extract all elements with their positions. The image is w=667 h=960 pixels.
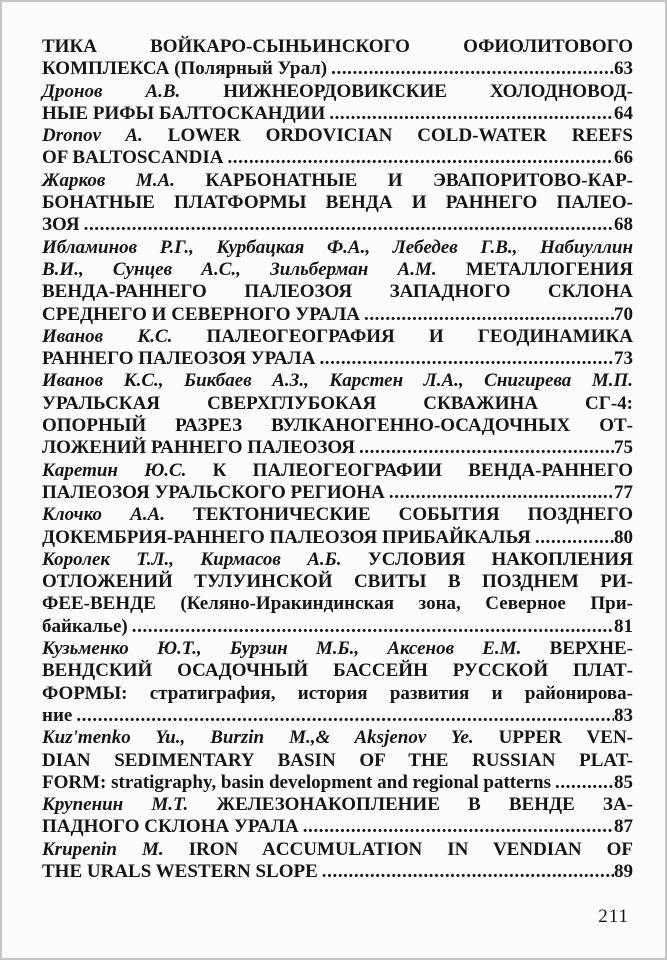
dot-leader [360, 304, 614, 326]
entry-page-number: 87 [614, 816, 633, 838]
toc-entry [42, 839, 633, 884]
entry-title: КОМПЛЕКСА (Полярный Урал) [42, 58, 328, 80]
toc-entry [42, 727, 633, 794]
toc-entry [42, 125, 633, 170]
entry-title: ФЕЕ-ВЕНДЕ (Келяно-Иракиндинская зона, Северное При- [42, 593, 633, 615]
entry-title: ПАЛЕОГЕОГРАФИЯ И ГЕОДИНАМИКА [206, 325, 633, 347]
entry-page-number: 85 [614, 771, 633, 793]
toc-line [42, 125, 633, 147]
dot-leader [223, 147, 614, 169]
toc-line-with-page [42, 816, 633, 838]
toc-line [42, 259, 633, 281]
toc-entry [42, 237, 633, 326]
entry-page-number: 63 [614, 58, 633, 80]
toc-line-with-page [42, 705, 633, 727]
entry-page-number: 64 [614, 102, 633, 124]
toc-line [42, 504, 633, 526]
entry-authors: Королек Т.Л., Кирмасов А.Б. [42, 548, 342, 570]
entry-title: ТЕКТОНИЧЕСКИЕ СОБЫТИЯ ПОЗДНЕГО [193, 504, 633, 526]
toc-line [42, 839, 633, 861]
entry-authors: Клочко А.А. [42, 504, 165, 526]
entry-authors: Dronov A. [42, 125, 143, 147]
entry-title: ЗОЯ [42, 214, 80, 236]
toc-line [42, 281, 633, 303]
toc-entry [42, 36, 633, 81]
toc-line [42, 750, 633, 772]
toc-line [42, 683, 633, 705]
entry-title: FORM: stratigraphy, basin development and regional patterns [42, 771, 551, 793]
toc-line [42, 794, 633, 816]
entry-title: НИЖНЕОРДОВИКСКИЕ ХОЛОДНОВОД- [223, 80, 633, 102]
toc-line-with-page [42, 616, 633, 638]
entry-title: ОПОРНЫЙ РАЗРЕЗ ВУЛКАНОГЕННО-ОСАДОЧНЫХ ОТ- [42, 415, 633, 437]
entry-title: ние [42, 704, 73, 726]
toc-line [42, 170, 633, 192]
entry-page-number: 83 [614, 704, 633, 726]
dot-leader [128, 616, 614, 638]
entry-authors: Ибламинов Р.Г., Курбацкая Ф.А., Лебедев Г.В., Набиуллин [42, 236, 633, 258]
toc-entry [42, 549, 633, 638]
entry-title: IRON ACCUMULATION IN VENDIAN OF [188, 838, 633, 860]
entry-title: КАРБОНАТНЫЕ И ЭВАПОРИТОВО-КАР- [205, 169, 634, 191]
entry-title: ВЕНДА-РАННЕГО ПАЛЕОЗОЯ ЗАПАДНОГО СКЛОНА [42, 281, 633, 303]
entry-title: DIAN SEDIMENTARY BASIN OF THE RUSSIAN PLAT- [42, 749, 633, 771]
entry-page-number: 68 [614, 214, 633, 236]
toc-line-with-page [42, 348, 633, 370]
entry-title: НЫЕ РИФЫ БАЛТОСКАНДИИ [42, 102, 326, 124]
toc-line-with-page [42, 772, 633, 794]
entry-title: БОНАТНЫЕ ПЛАТФОРМЫ ВЕНДА И РАННЕГО ПАЛЕО- [42, 192, 633, 214]
toc-line [42, 460, 633, 482]
entry-authors: Жарков М.А. [42, 169, 175, 191]
toc-entry [42, 794, 633, 839]
toc-entry [42, 326, 633, 371]
page-folio-number: 211 [598, 906, 629, 927]
toc-line-with-page [42, 482, 633, 504]
toc-line-with-page [42, 527, 633, 549]
toc-line [42, 36, 633, 58]
entry-title: УРАЛЬСКАЯ СВЕРХГЛУБОКАЯ СКВАЖИНА СГ-4: [42, 392, 633, 414]
entry-page-number: 73 [614, 348, 633, 370]
dot-leader [551, 772, 614, 794]
entry-title: ОТЛОЖЕНИЙ ТУЛУИНСКОЙ СВИТЫ В ПОЗДНЕМ РИ- [42, 571, 633, 593]
entry-title: МЕТАЛЛОГЕНИЯ [465, 258, 633, 280]
entry-title: УСЛОВИЯ НАКОПЛЕНИЯ [367, 548, 633, 570]
entry-page-number: 66 [614, 147, 633, 169]
dot-leader [385, 482, 614, 504]
dot-leader [72, 705, 614, 727]
dot-leader [325, 103, 614, 125]
toc-line [42, 370, 633, 392]
toc-line [42, 727, 633, 749]
entry-page-number: 75 [614, 437, 633, 459]
entry-page-number: 89 [614, 860, 633, 882]
entry-title: ЖЕЛЕЗОНАКОПЛЕНИЕ В ВЕНДЕ ЗА- [216, 794, 633, 816]
toc-entry [42, 460, 633, 505]
dot-leader [327, 58, 614, 80]
entry-authors: Дронов А.В. [42, 80, 181, 102]
toc-line [42, 593, 633, 615]
entry-title: ТИКА ВОЙКАРО-СЫНЬИНСКОГО ОФИОЛИТОВОГО [42, 36, 633, 57]
entry-title: ПАЛЕОЗОЯ УРАЛЬСКОГО РЕГИОНА [42, 481, 385, 503]
toc-line-with-page [42, 861, 633, 883]
dot-leader [318, 861, 614, 883]
entry-title: РАННЕГО ПАЛЕОЗОЯ УРАЛА [42, 348, 316, 370]
toc-line-with-page [42, 103, 633, 125]
toc-line-with-page [42, 214, 633, 236]
entry-authors: Крупенин М.Т. [42, 794, 189, 816]
toc-line [42, 638, 633, 660]
entry-title: ДОКЕМБРИЯ-РАННЕГО ПАЛЕОЗОЯ ПРИБАЙКАЛЬЯ [42, 526, 531, 548]
entry-authors: Кузьменко Ю.Т., Бурзин М.Б., Аксенов Е.М. [42, 638, 522, 660]
toc-entry [42, 504, 633, 549]
entry-title: UPPER VEN- [498, 727, 633, 749]
toc-line [42, 237, 633, 259]
toc-entries [42, 36, 633, 883]
toc-entry [42, 170, 633, 237]
dot-leader [80, 214, 614, 236]
entry-authors: Krupenin M. [42, 838, 164, 860]
entry-title: СРЕДНЕГО И СЕВЕРНОГО УРАЛА [42, 303, 360, 325]
entry-page-number: 70 [614, 303, 633, 325]
entry-title: OF BALTOSCANDIA [42, 147, 224, 169]
toc-line [42, 549, 633, 571]
toc-line-with-page [42, 58, 633, 80]
entry-title: ЛОЖЕНИЙ РАННЕГО ПАЛЕОЗОЯ [42, 437, 355, 459]
entry-title: ФОРМЫ: стратиграфия, история развития и районирова- [42, 682, 633, 704]
dot-leader [315, 348, 614, 370]
toc-line-with-page [42, 437, 633, 459]
entry-title: ВЕРХНЕ- [549, 638, 634, 660]
entry-authors: Каретин Ю.С. [42, 459, 187, 481]
toc-line [42, 660, 633, 682]
toc-line [42, 415, 633, 437]
entry-authors: В.И., Сунцев А.С., Зильберман А.М. [42, 258, 437, 280]
entry-page-number: 77 [614, 481, 633, 503]
toc-entry [42, 81, 633, 126]
dot-leader [531, 527, 614, 549]
entry-authors: Kuz'menko Yu., Burzin M.,& Aksjenov Ye. [42, 727, 474, 749]
entry-title: THE URALS WESTERN SLOPE [42, 860, 318, 882]
toc-line-with-page [42, 304, 633, 326]
dot-leader [355, 437, 614, 459]
entry-title: байкалье) [42, 615, 128, 637]
dot-leader [299, 816, 614, 838]
entry-title: К ПАЛЕОГЕОГРАФИИ ВЕНДА-РАННЕГО [212, 459, 633, 481]
entry-title: ПАДНОГО СКЛОНА УРАЛА [42, 816, 299, 838]
entry-title: ВЕНДСКИЙ ОСАДОЧНЫЙ БАССЕЙН РУССКОЙ ПЛАТ- [42, 660, 633, 682]
entry-title: LOWER ORDOVICIAN COLD-WATER REEFS [167, 125, 633, 147]
toc-line [42, 81, 633, 103]
entry-authors: Иванов К.С., Бикбаев А.З., Карстен Л.А., Снигирева М.П. [42, 370, 633, 392]
toc-entry [42, 638, 633, 727]
toc-line [42, 326, 633, 348]
entry-authors: Иванов К.С. [42, 325, 173, 347]
toc-line [42, 192, 633, 214]
toc-entry [42, 370, 633, 459]
toc-line [42, 571, 633, 593]
toc-line [42, 393, 633, 415]
entry-page-number: 81 [614, 615, 633, 637]
entry-page-number: 80 [614, 526, 633, 548]
toc-line-with-page [42, 147, 633, 169]
